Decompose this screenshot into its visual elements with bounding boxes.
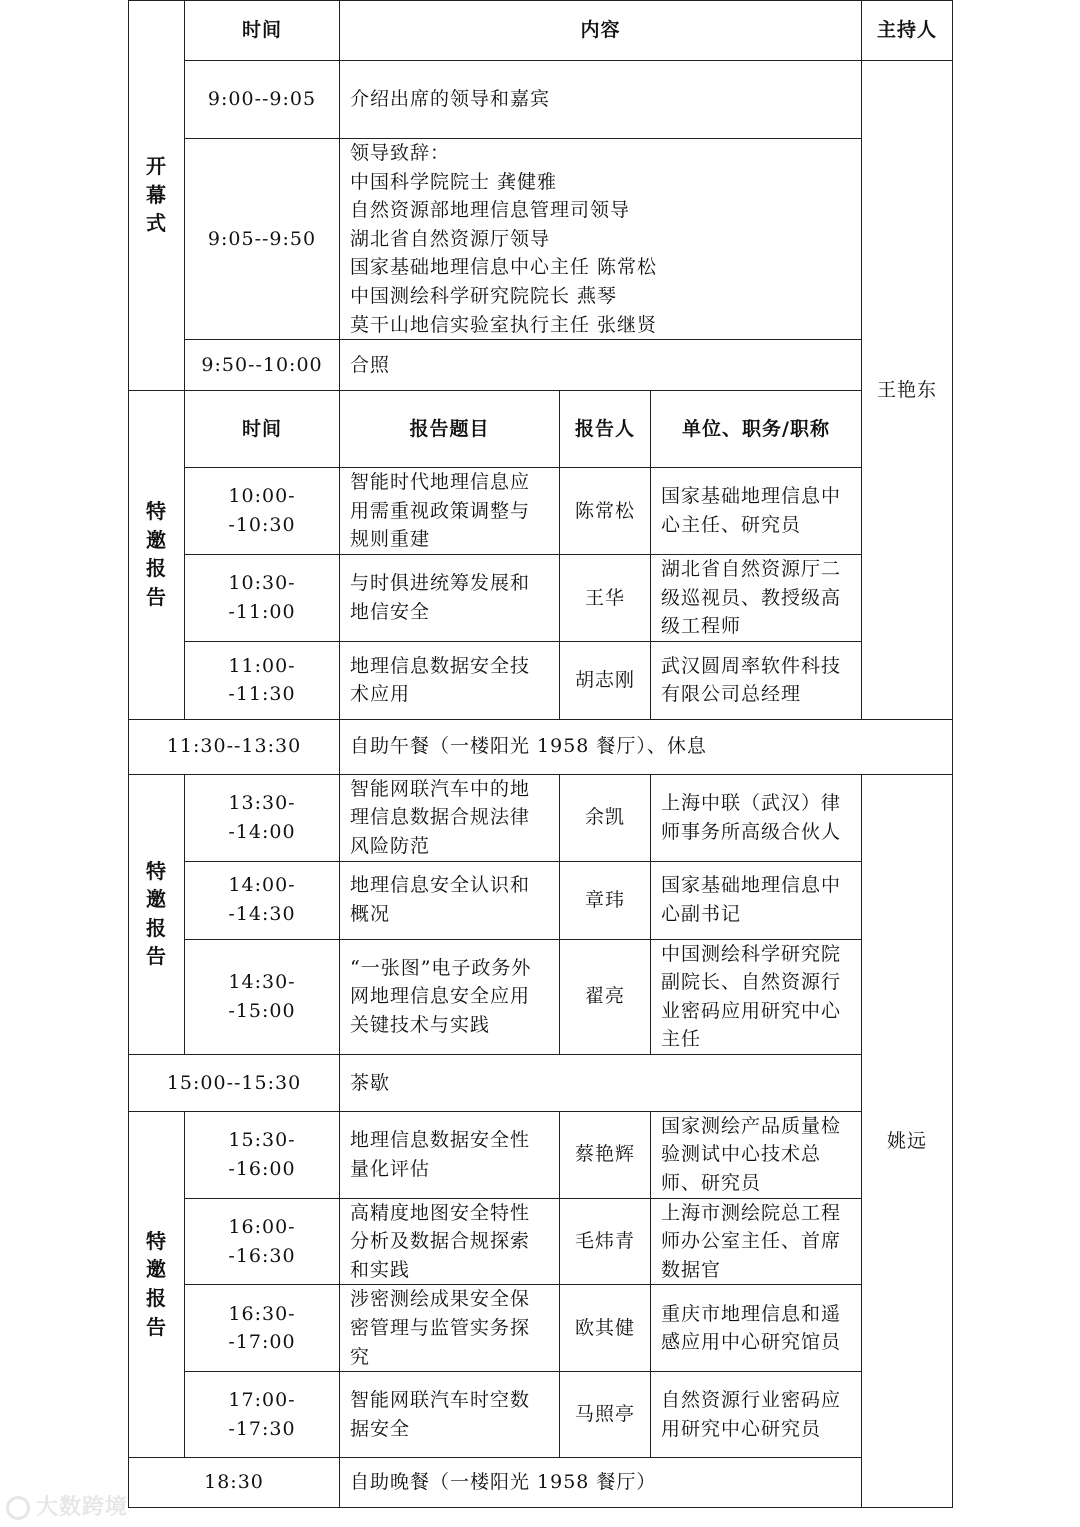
topic-cell: 智能网联汽车时空数据安全 [340,1372,560,1458]
table-row [129,1285,953,1372]
topic-cell: 地理信息数据安全技术应用 [340,641,560,719]
time-cell: 14:00--14:30 [185,861,340,939]
org-cell: 自然资源行业密码应用研究中心研究员 [651,1372,862,1458]
report-header-row [129,391,953,468]
time-cell: 16:00--16:30 [185,1198,340,1285]
speaker-cell: 翟亮 [560,939,651,1054]
watermark-text: 大数跨境 [36,1495,129,1520]
header-time: 时间 [185,391,340,468]
header-time: 时间 [185,1,340,61]
topic-cell: 与时俱进统筹发展和地信安全 [340,554,560,641]
header-host: 主持人 [862,1,953,61]
host-afternoon: 姚远 [862,774,953,1508]
time-cell: 14:30--15:00 [185,939,340,1054]
org-cell: 国家测绘产品质量检验测试中心技术总师、研究员 [651,1111,862,1198]
org-cell: 国家基础地理信息中心副书记 [651,861,862,939]
time-cell: 10:30--11:00 [185,554,340,641]
time-cell: 11:00--11:30 [185,641,340,719]
time-cell: 13:30--14:00 [185,774,340,861]
table-row [129,939,953,1054]
table-row [129,861,953,939]
org-cell: 上海市测绘院总工程师办公室主任、首席数据官 [651,1198,862,1285]
content-cell: 自助晚餐（一楼阳光 1958 餐厅） [340,1458,953,1508]
speaker-cell: 马照亭 [560,1372,651,1458]
speaker-cell: 余凯 [560,774,651,861]
time-cell: 9:50--10:00 [185,340,340,391]
org-cell: 武汉圆周率软件科技有限公司总经理 [651,641,862,719]
table-row [129,139,953,340]
section-label-session3: 特邀报告 [129,1111,185,1457]
topic-cell: “一张图”电子政务外网地理信息安全应用关键技术与实践 [340,939,560,1054]
speaker-cell: 陈常松 [560,468,651,555]
section-label-session2: 特邀报告 [129,774,185,1054]
org-cell: 湖北省自然资源厅二级巡视员、教授级高级工程师 [651,554,862,641]
content-cell: 茶歇 [340,1054,862,1111]
tea-row [129,1054,953,1111]
table-row [129,774,953,861]
table-row [129,340,953,391]
speaker-cell: 毛炜青 [560,1198,651,1285]
time-cell: 9:00--9:05 [185,61,340,139]
section-label-session1: 特邀报告 [129,391,185,720]
topic-cell: 地理信息数据安全性量化评估 [340,1111,560,1198]
table-row [129,1111,953,1198]
host-morning: 王艳东 [862,61,953,720]
table-row [129,554,953,641]
watermark-logo [6,1490,128,1521]
speaker-cell: 胡志刚 [560,641,651,719]
topic-cell: 智能时代地理信息应用需重视政策调整与规则重建 [340,468,560,555]
org-cell: 上海中联（武汉）律师事务所高级合伙人 [651,774,862,861]
time-cell: 17:00--17:30 [185,1372,340,1458]
agenda-frame [128,0,953,1508]
time-cell: 9:05--9:50 [185,139,340,340]
time-cell: 10:00--10:30 [185,468,340,555]
topic-cell: 智能网联汽车中的地理信息数据合规法律风险防范 [340,774,560,861]
table-row [129,1372,953,1458]
section-label-opening: 开幕式 [129,1,185,391]
topic-cell: 涉密测绘成果安全保密管理与监管实务探究 [340,1285,560,1372]
header-topic: 报告题目 [340,391,560,468]
speaker-cell: 欧其健 [560,1285,651,1372]
time-cell: 15:00--15:30 [129,1054,340,1111]
content-cell: 自助午餐（一楼阳光 1958 餐厅）、休息 [340,719,953,774]
header-org: 单位、职务/职称 [651,391,862,468]
speaker-cell: 蔡艳辉 [560,1111,651,1198]
table-row [129,1198,953,1285]
table-row [129,61,953,139]
time-cell: 15:30--16:00 [185,1111,340,1198]
opening-header-row [129,1,953,61]
agenda-table [128,0,953,1508]
org-cell: 中国测绘科学研究院副院长、自然资源行业密码应用研究中心主任 [651,939,862,1054]
content-cell: 介绍出席的领导和嘉宾 [340,61,862,139]
logo-icon [6,1496,30,1520]
time-cell: 16:30--17:00 [185,1285,340,1372]
org-cell: 重庆市地理信息和遥感应用中心研究馆员 [651,1285,862,1372]
speaker-cell: 王华 [560,554,651,641]
header-content: 内容 [340,1,862,61]
time-cell: 18:30 [129,1458,340,1508]
dinner-row [129,1458,953,1508]
speaker-cell: 章玮 [560,861,651,939]
topic-cell: 地理信息安全认识和概况 [340,861,560,939]
lunch-row [129,719,953,774]
content-cell: 合照 [340,340,862,391]
header-speaker: 报告人 [560,391,651,468]
table-row [129,468,953,555]
topic-cell: 高精度地图安全特性分析及数据合规探索和实践 [340,1198,560,1285]
content-cell: 领导致辞： 中国科学院院士 龚健雅 自然资源部地理信息管理司领导 湖北省自然资源厅领导 国家基础地理信息中心主任 陈常松 中国测绘科学研究院院长 燕琴 莫干山地信实验室执行主任 张继贤 [340,139,862,340]
table-row [129,641,953,719]
org-cell: 国家基础地理信息中心主任、研究员 [651,468,862,555]
time-cell: 11:30--13:30 [129,719,340,774]
